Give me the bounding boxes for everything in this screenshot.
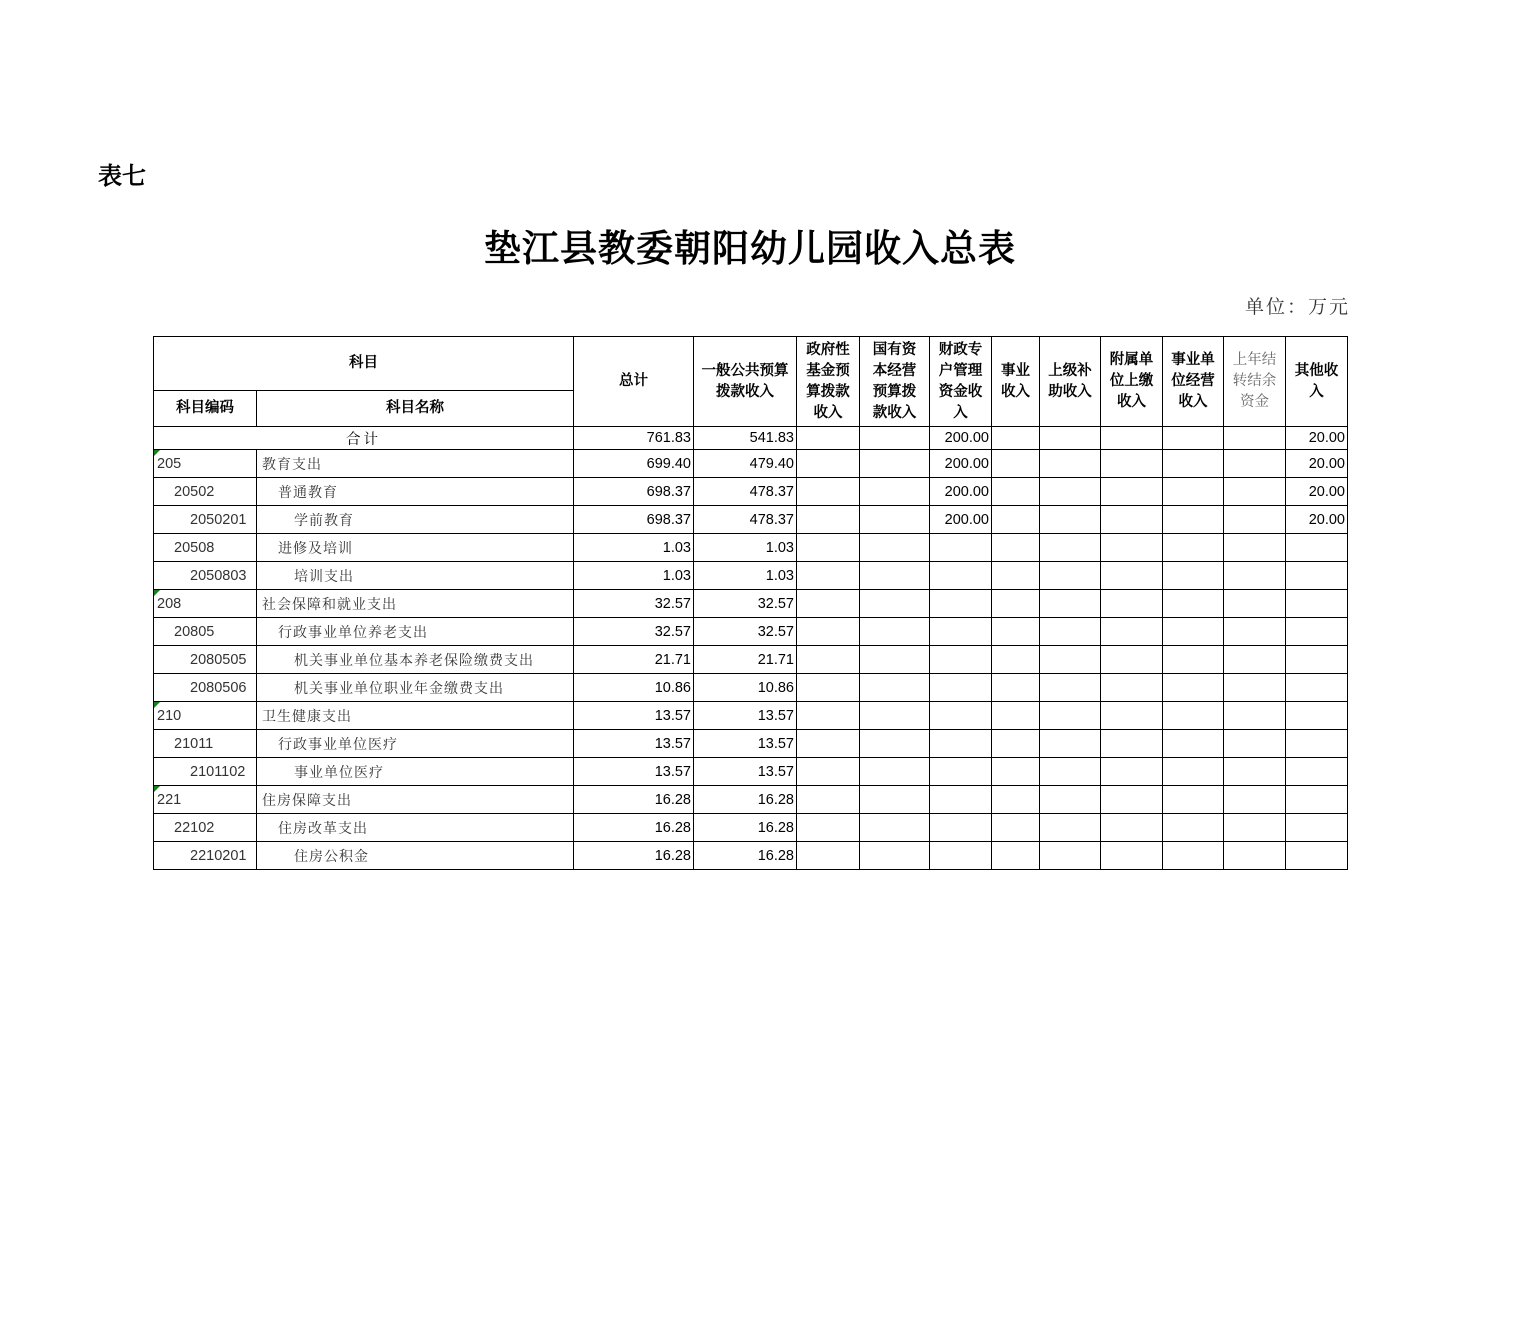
- subject-name-cell: 行政事业单位医疗: [257, 730, 574, 758]
- state-capital-cell: [860, 506, 930, 534]
- table-row: [154, 590, 1348, 618]
- other-income-cell: [1286, 646, 1348, 674]
- table-row: [154, 842, 1348, 870]
- subject-name-cell: 学前教育: [257, 506, 574, 534]
- header-superior-subsidy: 上级补助收入: [1040, 337, 1101, 427]
- affiliated-payment-cell: [1101, 450, 1163, 478]
- fiscal-special-cell: 200.00: [930, 506, 992, 534]
- header-total: 总计: [574, 337, 694, 427]
- fiscal-special-cell: 200.00: [930, 427, 992, 450]
- fiscal-special-cell: [930, 534, 992, 562]
- subject-code-cell: 2050201: [154, 506, 257, 534]
- business-operation-cell: [1163, 758, 1224, 786]
- superior-subsidy-cell: [1040, 506, 1101, 534]
- total-cell: 10.86: [574, 674, 694, 702]
- fiscal-special-cell: 200.00: [930, 450, 992, 478]
- subject-name-cell: 机关事业单位职业年金缴费支出: [257, 674, 574, 702]
- state-capital-cell: [860, 842, 930, 870]
- gov-fund-cell: [797, 730, 860, 758]
- table-row: [154, 674, 1348, 702]
- table-row: [154, 730, 1348, 758]
- prior-year-balance-cell: [1224, 450, 1286, 478]
- income-summary-table: [153, 336, 1348, 870]
- prior-year-balance-cell: [1224, 506, 1286, 534]
- business-operation-cell: [1163, 730, 1224, 758]
- gov-fund-cell: [797, 562, 860, 590]
- table-row: [154, 646, 1348, 674]
- subject-code-cell: 2080505: [154, 646, 257, 674]
- business-income-cell: [992, 646, 1040, 674]
- superior-subsidy-cell: [1040, 674, 1101, 702]
- business-operation-cell: [1163, 814, 1224, 842]
- gov-fund-cell: [797, 478, 860, 506]
- table-row: [154, 450, 1348, 478]
- table-row: [154, 534, 1348, 562]
- total-cell: 13.57: [574, 702, 694, 730]
- prior-year-balance-cell: [1224, 618, 1286, 646]
- subject-code-cell: 210: [154, 702, 257, 730]
- page-title: 垫江县教委朝阳幼儿园收入总表: [484, 226, 1016, 270]
- affiliated-payment-cell: [1101, 618, 1163, 646]
- superior-subsidy-cell: [1040, 646, 1101, 674]
- subject-name-cell: 进修及培训: [257, 534, 574, 562]
- gov-fund-cell: [797, 590, 860, 618]
- superior-subsidy-cell: [1040, 562, 1101, 590]
- business-operation-cell: [1163, 590, 1224, 618]
- header-subject-code: 科目编码: [154, 391, 257, 427]
- prior-year-balance-cell: [1224, 674, 1286, 702]
- other-income-cell: [1286, 702, 1348, 730]
- fiscal-special-cell: [930, 786, 992, 814]
- business-operation-cell: [1163, 506, 1224, 534]
- prior-year-balance-cell: [1224, 730, 1286, 758]
- fiscal-special-cell: [930, 590, 992, 618]
- fiscal-special-cell: [930, 646, 992, 674]
- other-income-cell: 20.00: [1286, 427, 1348, 450]
- subject-name-cell: 事业单位医疗: [257, 758, 574, 786]
- prior-year-balance-cell: [1224, 702, 1286, 730]
- table-row: [154, 786, 1348, 814]
- business-income-cell: [992, 450, 1040, 478]
- affiliated-payment-cell: [1101, 758, 1163, 786]
- general-budget-cell: 478.37: [694, 478, 797, 506]
- general-budget-cell: 16.28: [694, 842, 797, 870]
- general-budget-cell: 478.37: [694, 506, 797, 534]
- business-income-cell: [992, 758, 1040, 786]
- gov-fund-cell: [797, 786, 860, 814]
- header-affiliated-payment: 附属单位上缴收入: [1101, 337, 1163, 427]
- general-budget-cell: 32.57: [694, 590, 797, 618]
- affiliated-payment-cell: [1101, 590, 1163, 618]
- subject-name-cell: 住房公积金: [257, 842, 574, 870]
- state-capital-cell: [860, 646, 930, 674]
- other-income-cell: [1286, 618, 1348, 646]
- subject-code-cell: 2050803: [154, 562, 257, 590]
- superior-subsidy-cell: [1040, 758, 1101, 786]
- total-cell: 698.37: [574, 478, 694, 506]
- fiscal-special-cell: 200.00: [930, 478, 992, 506]
- state-capital-cell: [860, 450, 930, 478]
- total-cell: 699.40: [574, 450, 694, 478]
- affiliated-payment-cell: [1101, 786, 1163, 814]
- affiliated-payment-cell: [1101, 478, 1163, 506]
- state-capital-cell: [860, 562, 930, 590]
- fiscal-special-cell: [930, 842, 992, 870]
- fiscal-special-cell: [930, 702, 992, 730]
- subject-name-cell: 社会保障和就业支出: [257, 590, 574, 618]
- prior-year-balance-cell: [1224, 814, 1286, 842]
- general-budget-cell: 1.03: [694, 534, 797, 562]
- gov-fund-cell: [797, 842, 860, 870]
- prior-year-balance-cell: [1224, 758, 1286, 786]
- subject-code-cell: 20502: [154, 478, 257, 506]
- header-fiscal-special: 财政专户管理资金收入: [930, 337, 992, 427]
- subject-name-cell: 普通教育: [257, 478, 574, 506]
- business-income-cell: [992, 842, 1040, 870]
- prior-year-balance-cell: [1224, 478, 1286, 506]
- gov-fund-cell: [797, 702, 860, 730]
- state-capital-cell: [860, 702, 930, 730]
- prior-year-balance-cell: [1224, 590, 1286, 618]
- total-cell: 1.03: [574, 562, 694, 590]
- state-capital-cell: [860, 590, 930, 618]
- other-income-cell: [1286, 786, 1348, 814]
- subject-name-cell: 住房保障支出: [257, 786, 574, 814]
- fiscal-special-cell: [930, 758, 992, 786]
- total-cell: 761.83: [574, 427, 694, 450]
- affiliated-payment-cell: [1101, 534, 1163, 562]
- other-income-cell: [1286, 590, 1348, 618]
- superior-subsidy-cell: [1040, 702, 1101, 730]
- table-row: [154, 618, 1348, 646]
- superior-subsidy-cell: [1040, 478, 1101, 506]
- subject-code-cell: 2210201: [154, 842, 257, 870]
- business-income-cell: [992, 786, 1040, 814]
- other-income-cell: [1286, 562, 1348, 590]
- subject-code-cell: 22102: [154, 814, 257, 842]
- general-budget-cell: 13.57: [694, 730, 797, 758]
- subject-code-cell: 20805: [154, 618, 257, 646]
- other-income-cell: [1286, 730, 1348, 758]
- state-capital-cell: [860, 478, 930, 506]
- fiscal-special-cell: [930, 562, 992, 590]
- other-income-cell: 20.00: [1286, 506, 1348, 534]
- other-income-cell: [1286, 842, 1348, 870]
- affiliated-payment-cell: [1101, 646, 1163, 674]
- state-capital-cell: [860, 758, 930, 786]
- subject-name-cell: 卫生健康支出: [257, 702, 574, 730]
- other-income-cell: [1286, 758, 1348, 786]
- business-operation-cell: [1163, 702, 1224, 730]
- general-budget-cell: 21.71: [694, 646, 797, 674]
- prior-year-balance-cell: [1224, 562, 1286, 590]
- business-operation-cell: [1163, 618, 1224, 646]
- affiliated-payment-cell: [1101, 562, 1163, 590]
- business-income-cell: [992, 702, 1040, 730]
- superior-subsidy-cell: [1040, 450, 1101, 478]
- unit-label: 单位：万元: [1244, 296, 1350, 318]
- business-income-cell: [992, 478, 1040, 506]
- total-cell: 32.57: [574, 618, 694, 646]
- total-cell: 32.57: [574, 590, 694, 618]
- total-cell: 13.57: [574, 758, 694, 786]
- subject-name-cell: 培训支出: [257, 562, 574, 590]
- business-operation-cell: [1163, 786, 1224, 814]
- business-income-cell: [992, 674, 1040, 702]
- total-cell: 1.03: [574, 534, 694, 562]
- general-budget-cell: 16.28: [694, 814, 797, 842]
- other-income-cell: 20.00: [1286, 478, 1348, 506]
- business-income-cell: [992, 814, 1040, 842]
- business-operation-cell: [1163, 478, 1224, 506]
- business-operation-cell: [1163, 562, 1224, 590]
- prior-year-balance-cell: [1224, 646, 1286, 674]
- subject-name-cell: 住房改革支出: [257, 814, 574, 842]
- general-budget-cell: 13.57: [694, 758, 797, 786]
- fiscal-special-cell: [930, 814, 992, 842]
- fiscal-special-cell: [930, 618, 992, 646]
- general-budget-cell: 1.03: [694, 562, 797, 590]
- header-gov-fund: 政府性基金预算拨款收入: [797, 337, 860, 427]
- business-income-cell: [992, 618, 1040, 646]
- business-income-cell: [992, 562, 1040, 590]
- table-row: [154, 702, 1348, 730]
- prior-year-balance-cell: [1224, 786, 1286, 814]
- subject-code-cell: 205: [154, 450, 257, 478]
- subject-name-cell: 机关事业单位基本养老保险缴费支出: [257, 646, 574, 674]
- superior-subsidy-cell: [1040, 730, 1101, 758]
- cell-note-marker: [154, 786, 160, 792]
- table-label: 表七: [98, 162, 146, 190]
- total-cell: 698.37: [574, 506, 694, 534]
- gov-fund-cell: [797, 646, 860, 674]
- general-budget-cell: 13.57: [694, 702, 797, 730]
- subject-code-cell: 20508: [154, 534, 257, 562]
- affiliated-payment-cell: [1101, 814, 1163, 842]
- table-row: [154, 506, 1348, 534]
- business-operation-cell: [1163, 842, 1224, 870]
- general-budget-cell: 479.40: [694, 450, 797, 478]
- general-budget-cell: 32.57: [694, 618, 797, 646]
- state-capital-cell: [860, 730, 930, 758]
- header-state-capital: 国有资本经营预算拨款收入: [860, 337, 930, 427]
- header-other-income: 其他收入: [1286, 337, 1348, 427]
- other-income-cell: [1286, 534, 1348, 562]
- state-capital-cell: [860, 814, 930, 842]
- subject-code-cell: 208: [154, 590, 257, 618]
- state-capital-cell: [860, 534, 930, 562]
- state-capital-cell: [860, 674, 930, 702]
- business-income-cell: [992, 590, 1040, 618]
- superior-subsidy-cell: [1040, 590, 1101, 618]
- total-row: [154, 427, 1348, 450]
- subject-code-cell: 2101102: [154, 758, 257, 786]
- table-row: [154, 562, 1348, 590]
- gov-fund-cell: [797, 618, 860, 646]
- subject-code-cell: 221: [154, 786, 257, 814]
- business-income-cell: [992, 506, 1040, 534]
- general-budget-cell: 16.28: [694, 786, 797, 814]
- subject-name-cell: 教育支出: [257, 450, 574, 478]
- total-cell: 16.28: [574, 786, 694, 814]
- general-budget-cell: 541.83: [694, 427, 797, 450]
- subject-code-cell: 21011: [154, 730, 257, 758]
- table-row: [154, 758, 1348, 786]
- table-row: [154, 478, 1348, 506]
- prior-year-balance-cell: [1224, 842, 1286, 870]
- business-operation-cell: [1163, 450, 1224, 478]
- affiliated-payment-cell: [1101, 674, 1163, 702]
- gov-fund-cell: [797, 758, 860, 786]
- business-income-cell: [992, 730, 1040, 758]
- table-row: [154, 814, 1348, 842]
- header-subject-name: 科目名称: [257, 391, 574, 427]
- total-cell: 13.57: [574, 730, 694, 758]
- fiscal-special-cell: [930, 730, 992, 758]
- gov-fund-cell: [797, 814, 860, 842]
- superior-subsidy-cell: [1040, 814, 1101, 842]
- business-operation-cell: [1163, 674, 1224, 702]
- other-income-cell: [1286, 674, 1348, 702]
- header-business-operation: 事业单位经营收入: [1163, 337, 1224, 427]
- gov-fund-cell: [797, 534, 860, 562]
- gov-fund-cell: [797, 674, 860, 702]
- superior-subsidy-cell: [1040, 618, 1101, 646]
- total-cell: 16.28: [574, 842, 694, 870]
- affiliated-payment-cell: [1101, 506, 1163, 534]
- state-capital-cell: [860, 786, 930, 814]
- other-income-cell: 20.00: [1286, 450, 1348, 478]
- superior-subsidy-cell: [1040, 842, 1101, 870]
- prior-year-balance-cell: [1224, 534, 1286, 562]
- gov-fund-cell: [797, 506, 860, 534]
- other-income-cell: [1286, 814, 1348, 842]
- total-label: 合计: [154, 427, 574, 450]
- affiliated-payment-cell: [1101, 842, 1163, 870]
- affiliated-payment-cell: [1101, 730, 1163, 758]
- general-budget-cell: 10.86: [694, 674, 797, 702]
- subject-code-cell: 2080506: [154, 674, 257, 702]
- subject-name-cell: 行政事业单位养老支出: [257, 618, 574, 646]
- header-prior-year-balance: 上年结转结余资金: [1224, 337, 1286, 427]
- header-general-budget: 一般公共预算拨款收入: [694, 337, 797, 427]
- cell-note-marker: [154, 590, 160, 596]
- business-operation-cell: [1163, 534, 1224, 562]
- superior-subsidy-cell: [1040, 786, 1101, 814]
- cell-note-marker: [154, 450, 160, 456]
- cell-note-marker: [154, 702, 160, 708]
- gov-fund-cell: [797, 450, 860, 478]
- total-cell: 21.71: [574, 646, 694, 674]
- affiliated-payment-cell: [1101, 702, 1163, 730]
- business-operation-cell: [1163, 646, 1224, 674]
- state-capital-cell: [860, 618, 930, 646]
- business-income-cell: [992, 534, 1040, 562]
- header-business-income: 事业收入: [992, 337, 1040, 427]
- header-subject: 科目: [154, 337, 574, 391]
- fiscal-special-cell: [930, 674, 992, 702]
- superior-subsidy-cell: [1040, 534, 1101, 562]
- total-cell: 16.28: [574, 814, 694, 842]
